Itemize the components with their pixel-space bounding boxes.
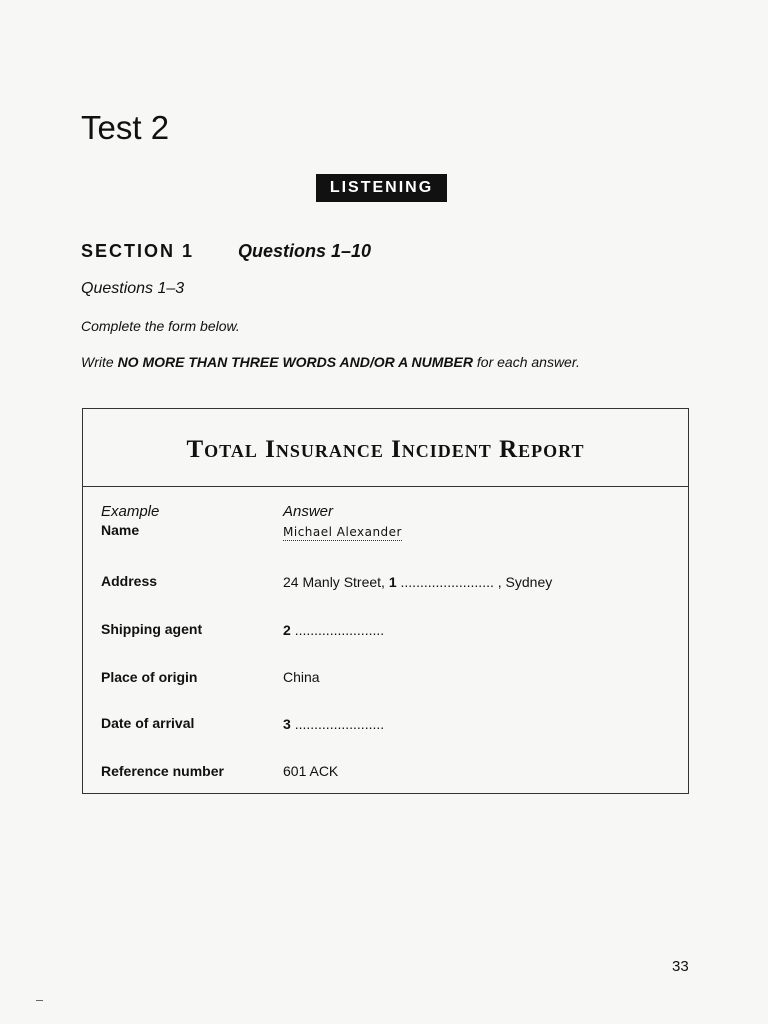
question-range: Questions 1–3 [81, 280, 185, 297]
answer-blank-2: ....................... [294, 622, 385, 638]
form-header [83, 409, 688, 487]
page-number: 33 [672, 958, 689, 975]
name-handwritten-answer: Michael Alexander [283, 525, 402, 539]
instruction-word-limit [81, 353, 580, 371]
question-number-1: 1 [388, 574, 397, 590]
address-city: , Sydney [493, 574, 553, 590]
answer-blank-1: ........................ [400, 574, 494, 590]
section-label: SECTION 1 [81, 241, 195, 261]
name-label: Name [101, 522, 140, 538]
form-title: Total Insurance Incident Report [186, 436, 585, 463]
answer-blank-3: ....................... [294, 716, 385, 732]
reference-number-label: Reference number [101, 763, 224, 779]
shipping-agent-value [283, 621, 384, 639]
instruction-suffix: for each answer. [473, 354, 580, 370]
incident-report-form [82, 408, 689, 794]
address-label: Address [101, 573, 158, 589]
date-of-arrival-value [283, 715, 384, 733]
date-of-arrival-label: Date of arrival [101, 715, 195, 731]
address-value [283, 573, 552, 591]
test-title: Test 2 [81, 109, 170, 146]
place-of-origin-label: Place of origin [101, 669, 198, 685]
place-of-origin-value: China [283, 669, 320, 685]
question-number-3: 3 [283, 716, 291, 732]
shipping-agent-label: Shipping agent [101, 621, 203, 637]
address-street: 24 Manly Street, [283, 574, 389, 590]
instruction-prefix: Write [81, 354, 118, 370]
section-questions: Questions 1–10 [238, 241, 372, 261]
answer-label: Answer [283, 503, 334, 520]
question-number-2: 2 [283, 622, 291, 638]
example-label: Example [101, 503, 160, 520]
scan-mark [36, 1000, 43, 1001]
instruction-complete-form: Complete the form below. [81, 318, 240, 334]
listening-badge: LISTENING [316, 174, 447, 202]
name-value [283, 522, 402, 541]
reference-number-value: 601 ACK [283, 763, 339, 779]
instruction-word-limit-emphasis: NO MORE THAN THREE WORDS AND/OR A NUMBER [117, 354, 473, 370]
